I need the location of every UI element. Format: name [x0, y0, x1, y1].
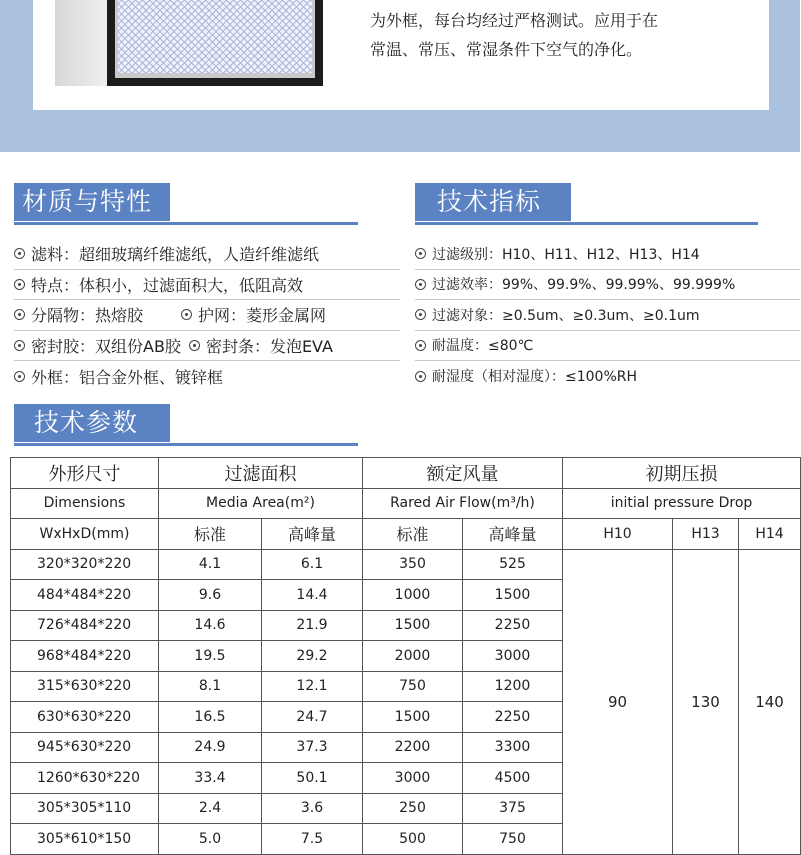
cell-dimensions: 315*630*220	[11, 671, 159, 702]
cell-area-peak: 14.4	[262, 580, 363, 611]
materials-item-label: 密封条：发泡EVA	[205, 336, 333, 356]
list-item	[14, 270, 400, 301]
bullet-icon	[181, 309, 192, 320]
materials-section-header	[14, 183, 358, 225]
bullet-icon	[189, 340, 200, 351]
hepa-filter-image	[55, 0, 323, 86]
specs-item-label: 过滤对象：≥0.5um、≥0.3um、≥0.1um	[432, 307, 700, 324]
specs-item-label: 过滤级别：H10、H11、H12、H13、H14	[432, 246, 700, 263]
header-size: 外形尺寸	[11, 458, 159, 489]
list-item	[415, 239, 800, 270]
specs-item-label: 过滤效率：99%、99.9%、99.99%、99.999%	[432, 277, 736, 294]
cell-area-std: 9.6	[159, 580, 262, 611]
params-section-header	[14, 404, 358, 446]
cell-flow-peak: 1500	[463, 580, 563, 611]
cell-area-peak: 3.6	[262, 793, 363, 824]
subheader-area-std: 标准	[159, 519, 262, 550]
cell-area-std: 14.6	[159, 610, 262, 641]
cell-area-peak: 12.1	[262, 671, 363, 702]
params-title-rule	[14, 443, 358, 446]
specs-title-rule	[415, 222, 758, 225]
specs-item-label: 耐湿度（相对湿度）：≤100%RH	[432, 369, 638, 386]
cell-flow-std: 1000	[363, 580, 463, 611]
cell-area-std: 19.5	[159, 641, 262, 672]
cell-area-peak: 7.5	[262, 824, 363, 855]
materials-item-label: 密封胶：双组份AB胶	[31, 336, 181, 356]
subheader-h14: H14	[739, 519, 801, 550]
table-header-row	[11, 458, 801, 489]
list-item	[14, 300, 400, 331]
cell-flow-peak: 4500	[463, 763, 563, 794]
cell-flow-peak: 375	[463, 793, 563, 824]
cell-flow-peak: 2250	[463, 702, 563, 733]
cell-area-std: 8.1	[159, 671, 262, 702]
cell-area-peak: 29.2	[262, 641, 363, 672]
specs-item-label: 耐温度：≤80℃	[432, 338, 534, 355]
cell-dimensions: 630*630*220	[11, 702, 159, 733]
cell-area-std: 24.9	[159, 732, 262, 763]
materials-list	[14, 239, 400, 392]
cell-flow-peak: 3300	[463, 732, 563, 763]
specs-section-header	[415, 183, 758, 225]
cell-area-std: 16.5	[159, 702, 262, 733]
cell-dimensions: 305*305*110	[11, 793, 159, 824]
bullet-icon	[14, 279, 25, 290]
params-table	[10, 457, 801, 855]
header-area-en: Media Area(m²)	[159, 488, 363, 519]
header-flow-en: Rared Air Flow(m³/h)	[363, 488, 563, 519]
cell-dimensions: 1260*630*220	[11, 763, 159, 794]
cell-area-std: 4.1	[159, 549, 262, 580]
cell-area-std: 5.0	[159, 824, 262, 855]
header-flow: 额定风量	[363, 458, 563, 489]
intro-line-1: 为外框，每台均经过严格测试。应用于在	[370, 11, 659, 30]
bullet-icon	[415, 309, 426, 320]
cell-dimensions: 320*320*220	[11, 549, 159, 580]
materials-item-label: 外框：铝合金外框、镀锌框	[31, 367, 224, 387]
header-pressure: 初期压损	[563, 458, 801, 489]
list-item	[14, 331, 400, 362]
header-size-en: Dimensions	[11, 488, 159, 519]
bullet-icon	[415, 279, 426, 290]
list-item	[415, 361, 800, 392]
list-item	[14, 239, 400, 270]
cell-flow-std: 750	[363, 671, 463, 702]
subheader-flow-peak: 高峰量	[463, 519, 563, 550]
bullet-icon	[415, 340, 426, 351]
cell-dimensions: 305*610*150	[11, 824, 159, 855]
list-item	[415, 270, 800, 301]
header-pressure-en: initial pressure Drop	[563, 488, 801, 519]
bullet-icon	[415, 248, 426, 259]
cell-flow-peak: 750	[463, 824, 563, 855]
cell-flow-peak: 3000	[463, 641, 563, 672]
cell-dimensions: 484*484*220	[11, 580, 159, 611]
cell-area-std: 33.4	[159, 763, 262, 794]
subheader-flow-std: 标准	[363, 519, 463, 550]
intro-text	[370, 6, 770, 64]
cell-flow-std: 2000	[363, 641, 463, 672]
cell-flow-std: 1500	[363, 702, 463, 733]
cell-flow-std: 500	[363, 824, 463, 855]
cell-area-peak: 6.1	[262, 549, 363, 580]
bullet-icon	[14, 248, 25, 259]
cell-pressure-h10: 90	[563, 549, 673, 854]
table-header-row	[11, 488, 801, 519]
table-subheader-row	[11, 519, 801, 550]
cell-area-peak: 21.9	[262, 610, 363, 641]
materials-title-rule	[14, 222, 358, 225]
specs-title: 技术指标	[415, 183, 571, 221]
cell-area-peak: 24.7	[262, 702, 363, 733]
bullet-icon	[415, 371, 426, 382]
cell-flow-std: 3000	[363, 763, 463, 794]
cell-flow-std: 250	[363, 793, 463, 824]
bullet-icon	[14, 371, 25, 382]
cell-dimensions: 726*484*220	[11, 610, 159, 641]
table-row	[11, 549, 801, 580]
materials-title: 材质与特性	[14, 183, 170, 221]
params-title: 技术参数	[14, 404, 170, 442]
cell-flow-std: 2200	[363, 732, 463, 763]
list-item	[14, 361, 400, 392]
cell-pressure-h14: 140	[739, 549, 801, 854]
cell-area-peak: 37.3	[262, 732, 363, 763]
subheader-size: WxHxD(mm)	[11, 519, 159, 550]
subheader-h13: H13	[673, 519, 739, 550]
intro-line-2: 常温、常压、常湿条件下空气的净化。	[370, 40, 643, 59]
cell-dimensions: 968*484*220	[11, 641, 159, 672]
header-area: 过滤面积	[159, 458, 363, 489]
cell-flow-peak: 2250	[463, 610, 563, 641]
subheader-h10: H10	[563, 519, 673, 550]
cell-flow-peak: 525	[463, 549, 563, 580]
specs-list	[415, 239, 800, 392]
cell-dimensions: 945*630*220	[11, 732, 159, 763]
materials-item-label: 护网：菱形金属网	[198, 306, 327, 326]
list-item	[415, 300, 800, 331]
cell-area-std: 2.4	[159, 793, 262, 824]
cell-flow-peak: 1200	[463, 671, 563, 702]
cell-pressure-h13: 130	[673, 549, 739, 854]
list-item	[415, 331, 800, 362]
materials-item-label: 滤料：超细玻璃纤维滤纸，人造纤维滤纸	[31, 245, 320, 265]
materials-item-label: 分隔物：热熔胶	[31, 306, 144, 326]
bullet-icon	[14, 340, 25, 351]
bullet-icon	[14, 309, 25, 320]
subheader-area-peak: 高峰量	[262, 519, 363, 550]
cell-flow-std: 350	[363, 549, 463, 580]
cell-flow-std: 1500	[363, 610, 463, 641]
cell-area-peak: 50.1	[262, 763, 363, 794]
materials-item-label: 特点：体积小，过滤面积大，低阻高效	[31, 275, 304, 295]
